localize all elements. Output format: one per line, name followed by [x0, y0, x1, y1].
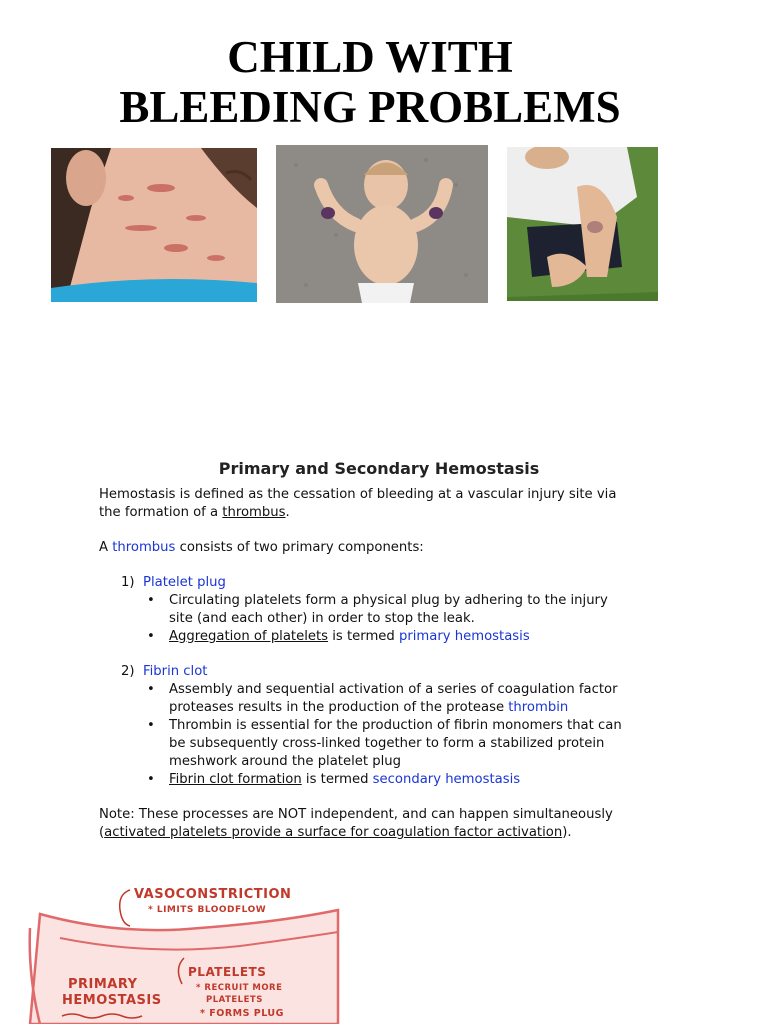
label-primary: PRIMARY	[68, 977, 138, 992]
label-limits-bloodflow: * LIMITS BLOODFLOW	[148, 905, 267, 915]
bullet-text: be subsequently cross-linked together to form a stabilized protein	[169, 736, 605, 751]
bullet-text: Thrombin is essential for the production of fibrin monomers that can	[169, 718, 622, 733]
page-title	[0, 32, 740, 132]
intro-thrombus-term: thrombus	[222, 505, 286, 520]
note-open-paren: (	[99, 825, 105, 840]
components-line	[99, 539, 659, 557]
note-line-1: Note: These processes are NOT independent, and can happen simultaneously	[99, 807, 613, 822]
secondary-hemostasis-term: secondary hemostasis	[372, 772, 521, 787]
thrombin-term: thrombin	[508, 700, 569, 715]
label-recruit-platelets: PLATELETS	[206, 995, 263, 1005]
fibrin-clot-bullets	[99, 681, 659, 789]
intro-period: .	[285, 505, 290, 520]
label-recruit-more: * RECRUIT MORE	[196, 983, 283, 993]
note-close: ).	[562, 825, 572, 840]
item-number: 2)	[121, 664, 135, 679]
bullet-text: Assembly and sequential activation of a series of coagulation factor	[169, 682, 618, 697]
bullet-text: site (and each other) in order to stop the leak.	[169, 611, 475, 626]
intro-paragraph	[99, 486, 659, 522]
platelet-plug-bullets	[99, 592, 659, 646]
components-prefix: A	[99, 540, 113, 555]
title-line-1: CHILD WITH	[227, 32, 513, 82]
bullet-underlined-term: Aggregation of platelets	[169, 629, 329, 644]
bullet-text: is termed	[301, 772, 373, 787]
primary-hemostasis-term: primary hemostasis	[398, 629, 530, 644]
item-number: 1)	[121, 575, 135, 590]
intro-line-1: Hemostasis is defined as the cessation of bleeding at a vascular injury site via	[99, 487, 617, 502]
hemostasis-sketch	[0, 876, 768, 1024]
bullet-text: proteases results in the production of the protease	[169, 700, 509, 715]
bullet-item	[147, 628, 659, 646]
photo-infant-bruises	[276, 145, 488, 303]
label-platelets: PLATELETS	[188, 965, 267, 979]
label-hemostasis: HEMOSTASIS	[62, 993, 162, 1008]
item-label-platelet-plug: Platelet plug	[143, 575, 226, 590]
list-item-platelet-plug	[121, 574, 659, 592]
list-item-fibrin-clot	[121, 663, 659, 681]
thrombus-term: thrombus	[112, 540, 176, 555]
title-line-2: BLEEDING PROBLEMS	[119, 82, 621, 132]
note-underlined: activated platelets provide a surface for coagulation factor activation	[104, 825, 563, 840]
bullet-item	[147, 771, 659, 789]
bullet-text: is termed	[328, 629, 399, 644]
label-forms-plug: * FORMS PLUG	[200, 1008, 284, 1019]
intro-line-2: the formation of a	[99, 505, 223, 520]
note-paragraph	[99, 806, 659, 842]
bullet-item	[147, 717, 659, 771]
document-heading: Primary and Secondary Hemostasis	[218, 459, 540, 478]
photo-child-bruised-knee	[507, 147, 658, 301]
bullet-item	[147, 592, 659, 628]
bullet-item	[147, 681, 659, 717]
bullet-text: meshwork around the platelet plug	[169, 754, 401, 769]
hemostasis-document	[99, 458, 659, 842]
photo-child-cheek-rash	[51, 148, 257, 302]
item-label-fibrin-clot: Fibrin clot	[143, 664, 208, 679]
label-vasoconstriction: VASOCONSTRICTION	[134, 887, 292, 902]
components-suffix: consists of two primary components:	[175, 540, 424, 555]
bullet-text: Circulating platelets form a physical plug by adhering to the injury	[169, 593, 608, 608]
bullet-underlined-term: Fibrin clot formation	[169, 772, 302, 787]
